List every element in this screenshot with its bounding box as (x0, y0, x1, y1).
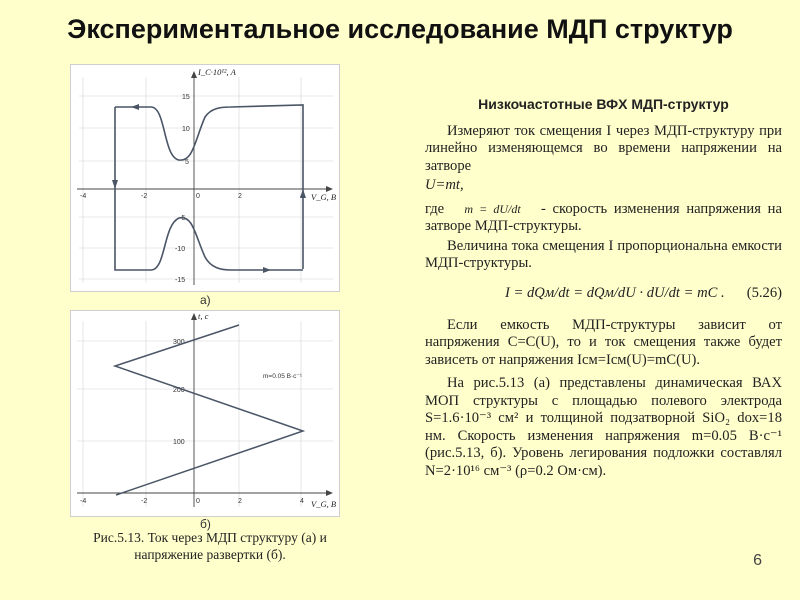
x-tick: 2 (238, 193, 242, 200)
paragraph-2-prefix: где (425, 200, 445, 217)
x-tick: 0 (196, 498, 200, 505)
figure-a-iv-curve (70, 64, 340, 292)
figure-b-svg (71, 311, 339, 516)
figure-b-sweep (70, 310, 340, 517)
equation-1: U=mt, (425, 177, 464, 194)
y-tick: 200 (173, 387, 185, 394)
x-axis-label: V_G, B (311, 192, 337, 202)
x-tick: 4 (300, 498, 304, 505)
x-tick: -4 (80, 498, 87, 505)
paragraph-2-suffix: - скорость изменения напряжения на затворе МДП-структуры. (425, 200, 782, 235)
x-tick: 0 (196, 193, 200, 200)
figure-b-label: б) (200, 517, 211, 531)
lower-curve (115, 107, 303, 270)
paragraph-4: Если емкость МДП-структуры зависит от напряжения C=C(U), то и ток смещения также будет зависеть от напряжения Iсм=Iсм(U)=mC(U). (425, 316, 782, 368)
paragraph-2 (425, 201, 782, 236)
figure-a-label: а) (200, 293, 211, 307)
paragraph-1: Измеряют ток смещения I через МДП-структуру при линейно изменяющемся во времени напряжении на затворе (425, 122, 782, 174)
y-tick: -10 (175, 246, 186, 253)
y-tick: -15 (175, 277, 186, 284)
y-tick: -5 (179, 215, 186, 222)
x-tick: -2 (141, 498, 148, 505)
equation-2-row (425, 277, 782, 313)
equation-2: I = dQм/dt = dQм/dU · dU/dt = mC . (505, 284, 725, 301)
sweep-rate-annotation: m=0.05 В·с⁻¹ (263, 373, 303, 380)
x-tick: -4 (80, 193, 87, 200)
y-axis-label: t, c (198, 311, 209, 321)
y-tick: 100 (173, 439, 185, 446)
x-tick: 2 (238, 498, 242, 505)
y-axis-label: I_C·10¹², A (198, 67, 236, 77)
sweep-line (115, 325, 303, 495)
text-column (425, 96, 782, 482)
section-subtitle: Низкочастотные ВФХ МДП-структур (478, 96, 729, 112)
equation-2-number: (5.26) (746, 284, 782, 301)
rate-formula: m = dU/dt (464, 201, 521, 216)
x-axis-label: V_G, B (311, 499, 337, 509)
x-tick: -2 (141, 193, 148, 200)
y-tick: 15 (182, 94, 190, 101)
y-tick: 10 (182, 126, 190, 133)
figure-a-svg (71, 65, 339, 291)
paragraph-3: Величина тока смещения I пропорциональна емкости МДП-структуры. (425, 237, 782, 272)
y-tick: 5 (185, 159, 189, 166)
upper-curve (115, 105, 303, 269)
slide-title: Экспериментальное исследование МДП структур (67, 14, 733, 44)
y-tick: 300 (173, 339, 185, 346)
figure-caption: Рис.5.13. Ток через МДП структуру (а) и напряжение развертки (б). (93, 530, 327, 562)
page-number: 6 (753, 552, 762, 569)
paragraph-5: На рис.5.13 (а) представлены динамическая ВАХ МОП структуры с площадью полевого электрода S=1.6·10⁻³ см² и толщиной подзатворной SiO₂ dox=18 нм. Скорость изменения напряжения m=0.05 В·с⁻¹ (рис.5.13, б). Уровень легирования подложки составлял N=2·10¹⁶ см⁻³ (ρ=0.2 Ом·см). (425, 375, 782, 479)
